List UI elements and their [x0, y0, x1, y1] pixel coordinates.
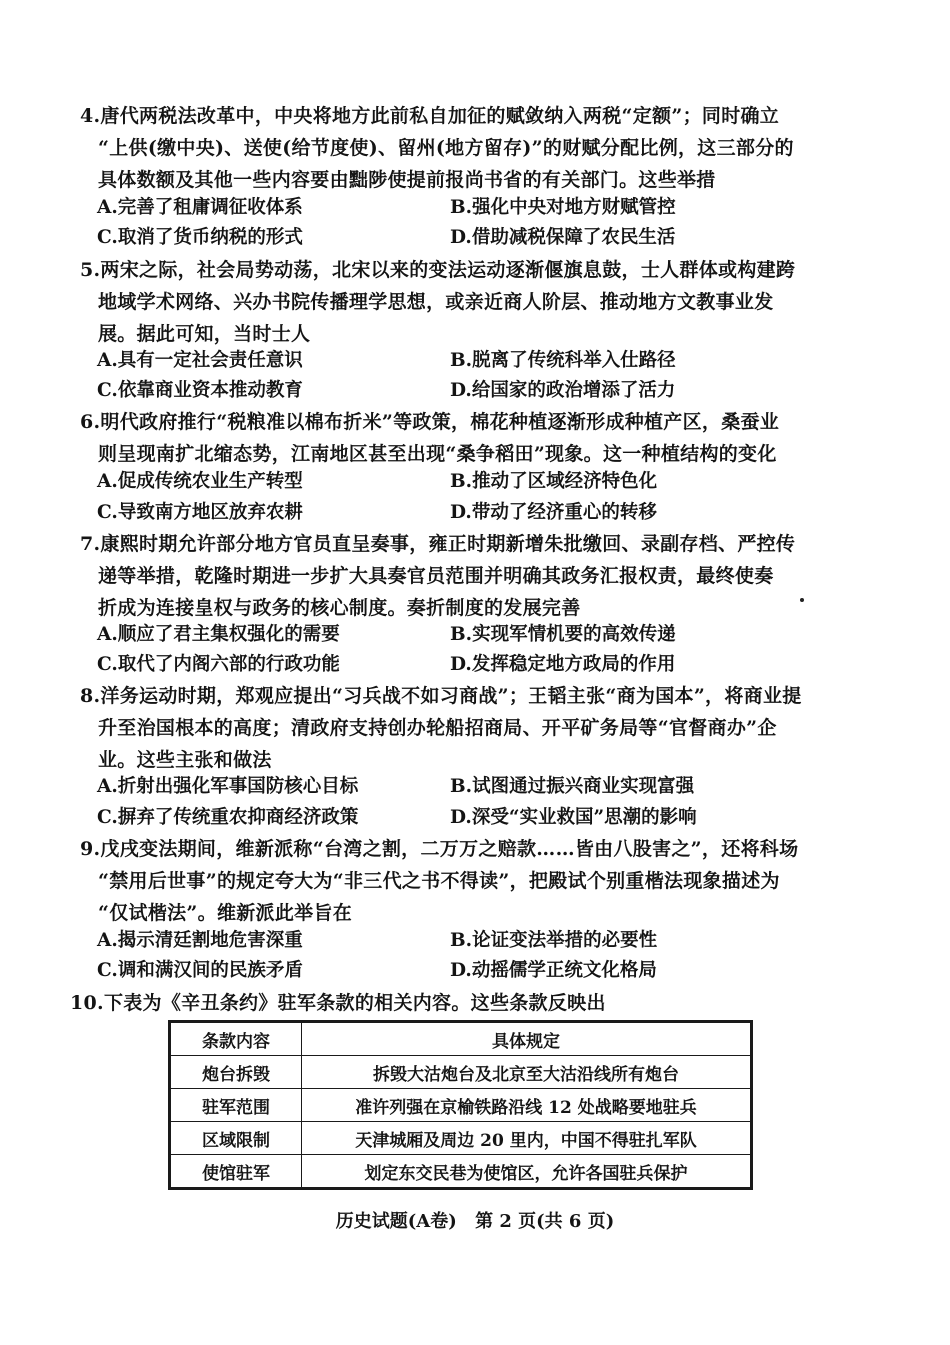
option-b: B.实现军情机要的高效传递 — [450, 624, 676, 645]
option-c: C.依靠商业资本推动教育 — [97, 380, 303, 401]
option-b: B.强化中央对地方财赋管控 — [450, 197, 676, 218]
question-9-options-row-2 — [97, 956, 837, 986]
option-b: B.脱离了传统科举入仕路径 — [450, 350, 676, 371]
table-cell: 使馆驻军 — [170, 1155, 302, 1189]
table-header-cell: 具体规定 — [302, 1022, 752, 1056]
stem-line: 6.明代政府推行“税粮准以棉布折米”等政策，棉花种植逐渐形成种植产区，桑蚕业 — [80, 411, 780, 433]
table-cell: 划定东交民巷为使馆区，允许各国驻兵保护 — [302, 1155, 752, 1189]
stem-line: 业。这些主张和做法 — [98, 749, 272, 771]
table-cell: 准许列强在京榆铁路沿线 12 处战略要地驻兵 — [302, 1089, 752, 1122]
stem-line: “仅试楷法”。维新派此举旨在 — [98, 902, 353, 924]
table-row — [170, 1056, 752, 1089]
option-a: A.揭示清廷割地危害深重 — [97, 930, 303, 951]
question-6-options-row-1 — [97, 467, 837, 497]
question-8-options-row-2 — [97, 803, 837, 833]
stem-line: 升至治国根本的高度；清政府支持创办轮船招商局、开平矿务局等“官督商办”企 — [98, 717, 777, 739]
exam-title: 历史试题(A卷) — [335, 1211, 457, 1232]
question-7-options-row-2 — [97, 650, 837, 680]
stem-line: 5.两宋之际，社会局势动荡，北宋以来的变法运动逐渐偃旗息鼓，士人群体或构建跨 — [80, 259, 796, 281]
option-c: C.取代了内阁六部的行政功能 — [97, 654, 340, 675]
stem-line: 9.戊戌变法期间，维新派称“台湾之割，二万万之赔款……皆由八股害之”，还将科场 — [80, 838, 799, 860]
page-number: 第 2 页(共 6 页) — [475, 1211, 615, 1232]
treaty-garrison-table — [168, 1020, 753, 1190]
option-a: A.折射出强化军事国防核心目标 — [97, 776, 359, 797]
table-cell: 区域限制 — [170, 1122, 302, 1155]
question-8-stem — [80, 680, 825, 776]
option-a: A.完善了租庸调征收体系 — [97, 197, 303, 218]
table-header-cell: 条款内容 — [170, 1022, 302, 1056]
stem-line: 展。据此可知，当时士人 — [98, 323, 311, 345]
option-b: B.推动了区域经济特色化 — [450, 471, 658, 492]
table-cell: 天津城厢及周边 20 里内，中国不得驻扎军队 — [302, 1122, 752, 1155]
question-7-stem — [80, 528, 825, 624]
option-d: D.给国家的政治增添了活力 — [450, 380, 676, 401]
table-cell: 驻军范围 — [170, 1089, 302, 1122]
stem-line: 10.下表为《辛丑条约》驻军条款的相关内容。这些条款反映出 — [70, 992, 606, 1014]
stem-line: “禁用后世事”的规定夸大为“非三代之书不得读”，把殿试个别重楷法现象描述为 — [98, 870, 780, 892]
option-c: C.导致南方地区放弃农耕 — [97, 502, 303, 523]
question-6-stem — [80, 406, 825, 470]
option-a: A.顺应了君主集权强化的需要 — [97, 624, 340, 645]
option-d: D.发挥稳定地方政局的作用 — [450, 654, 676, 675]
stem-line: 递等举措，乾隆时期进一步扩大具奏官员范围并明确其政务汇报权责，最终使奏 — [98, 565, 774, 587]
question-8-options-row-1 — [97, 772, 837, 802]
option-c: C.取消了货币纳税的形式 — [97, 227, 303, 248]
option-c: C.摒弃了传统重农抑商经济政策 — [97, 807, 359, 828]
table-row — [170, 1122, 752, 1155]
question-9-stem — [80, 833, 825, 929]
option-a: A.具有一定社会责任意识 — [97, 350, 303, 371]
stem-line: 具体数额及其他一些内容要由黜陟使提前报尚书省的有关部门。这些举措 — [98, 169, 716, 191]
question-7-options-row-1 — [97, 620, 837, 650]
question-6-options-row-2 — [97, 498, 837, 528]
table-header-row — [170, 1022, 752, 1056]
stray-dot — [800, 598, 804, 602]
question-4-options-row-2 — [97, 223, 837, 253]
option-b: B.论证变法举措的必要性 — [450, 930, 658, 951]
question-5-stem — [80, 254, 825, 350]
option-b: B.试图通过振兴商业实现富强 — [450, 776, 695, 797]
option-a: A.促成传统农业生产转型 — [97, 471, 303, 492]
question-4-stem — [80, 100, 825, 196]
stem-line: 折成为连接皇权与政务的核心制度。奏折制度的发展完善 — [98, 597, 581, 619]
table-cell: 炮台拆毁 — [170, 1056, 302, 1089]
option-c: C.调和满汉间的民族矛盾 — [97, 960, 303, 981]
option-d: D.动摇儒学正统文化格局 — [450, 960, 657, 981]
table-row — [170, 1155, 752, 1189]
option-d: D.借助减税保障了农民生活 — [450, 227, 676, 248]
stem-line: “上供(缴中央)、送使(给节度使)、留州(地方留存)”的财赋分配比例，这三部分的 — [98, 137, 794, 159]
question-10-stem — [70, 987, 815, 1019]
page-footer — [0, 1207, 950, 1233]
stem-line: 则呈现南扩北缩态势，江南地区甚至出现“桑争稻田”现象。这一种植结构的变化 — [98, 443, 777, 465]
question-9-options-row-1 — [97, 926, 837, 956]
stem-line: 8.洋务运动时期，郑观应提出“习兵战不如习商战”；王韬主张“商为国本”，将商业提 — [80, 685, 802, 707]
question-4-options-row-1 — [97, 193, 837, 223]
table-row — [170, 1089, 752, 1122]
stem-line: 7.康熙时期允许部分地方官员直呈奏事，雍正时期新增朱批缴回、录副存档、严控传 — [80, 533, 796, 555]
option-d: D.深受“实业救国”思潮的影响 — [450, 807, 697, 828]
question-5-options-row-1 — [97, 346, 837, 376]
option-d: D.带动了经济重心的转移 — [450, 502, 657, 523]
stem-line: 地域学术网络、兴办书院传播理学思想，或亲近商人阶层、推动地方文教事业发 — [98, 291, 774, 313]
question-5-options-row-2 — [97, 376, 837, 406]
table-cell: 拆毁大沽炮台及北京至大沽沿线所有炮台 — [302, 1056, 752, 1089]
stem-line: 4.唐代两税法改革中，中央将地方此前私自加征的赋敛纳入两税“定额”；同时确立 — [80, 105, 780, 127]
